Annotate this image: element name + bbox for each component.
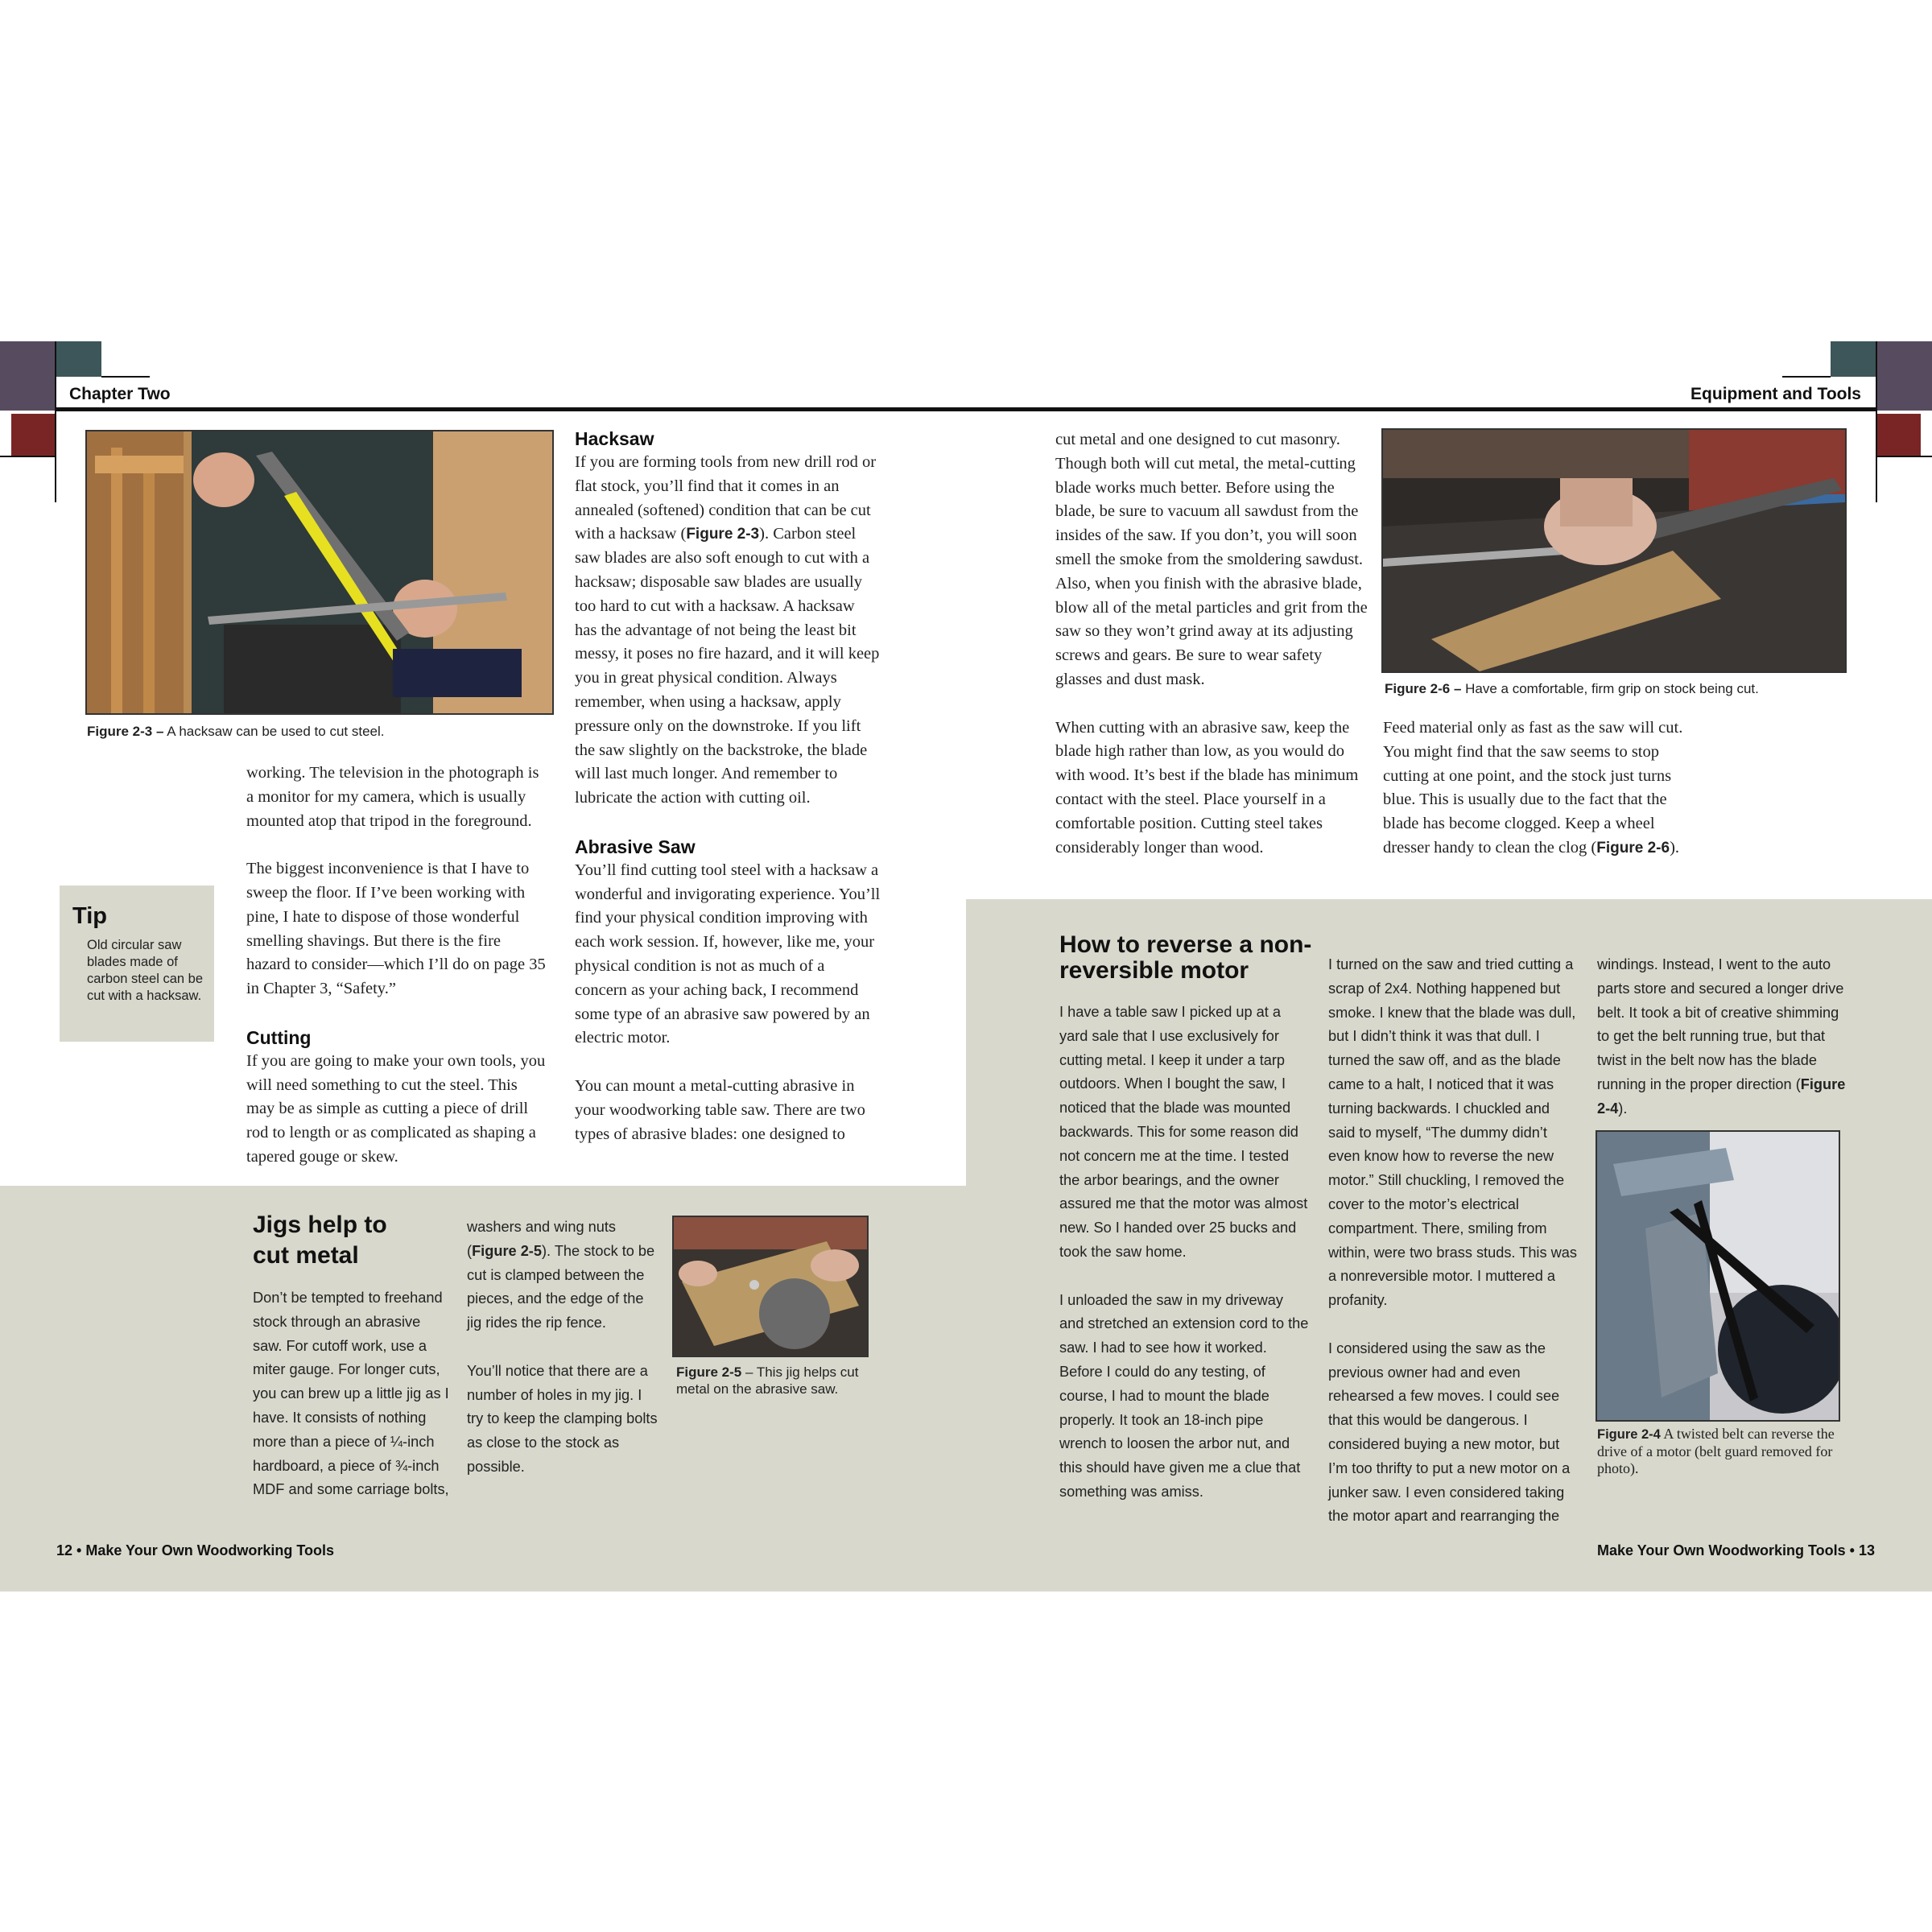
paragraph: I have a table saw I picked up at a yard sale that I use exclusively for cutting metal. I keep it under a tarp outdoors. When I bought the saw, I noticed that the blade was mounted backwards. This for some reason did not concern me at the time. I tested the arbor bearings, and the owner assured me that the motor was almost new. So I handed over 25 bucks and took the saw home.: [1059, 1004, 1308, 1260]
paragraph: I unloaded the saw in my driveway and stretched an extension cord to the saw. I had to see how it worked. Before I could do any testing, of course, I had to mount the blade properly. It took an 18-inch pipe wrench to loosen the arbor nut, and this should have given me a clue that something was amiss.: [1059, 1291, 1309, 1500]
figure-2-4-text: A twisted belt can reverse the drive of a motor (belt guard removed for photo).: [1597, 1426, 1835, 1476]
text-run: If you are forming tools from new drill rod or flat stock, you’ll find that it comes in an annealed (softened) condition that can be cut with a hacksaw (: [575, 453, 877, 543]
figure-ref[interactable]: Figure 2-6: [1596, 839, 1670, 857]
figure-2-3-label: Figure 2-3 –: [87, 724, 164, 739]
header-block-teal-right: [1831, 341, 1877, 377]
figure-ref[interactable]: Figure 2-5: [472, 1242, 542, 1259]
jigs-heading: Jigs help to cut metal: [253, 1212, 387, 1269]
abrasive-saw-heading: Abrasive Saw: [575, 836, 696, 857]
jigs-column-1: [253, 1286, 451, 1502]
footer-right: Make Your Own Woodworking Tools • 13: [1596, 1542, 1875, 1558]
text-run: ). Carbon steel saw blades are also soft enough to cut with a hacksaw; disposable saw blades are usually too hard to cut with a hacksaw. A hacksaw has the advantage of not being the least bit messy, it poses no fire hazard, and it will keep you in great physical condition. Always remember, when using a hacksaw, apply pressure only on the downstroke. If you lift the saw slightly on the backstroke, the blade will last much longer. And remember to lubricate the action with cutting oil.: [575, 525, 880, 807]
header-hline-right: [1877, 456, 1932, 457]
figure-ref[interactable]: Figure 2-4: [1597, 1075, 1846, 1117]
header-block-purple-right: [1877, 341, 1932, 411]
text-run: ).: [1618, 1100, 1628, 1117]
header-block-purple-left: [0, 341, 55, 411]
motor-column-1: [1059, 1001, 1311, 1505]
figure-2-3-caption: [87, 723, 570, 740]
figure-2-3-text: A hacksaw can be used to cut steel.: [163, 724, 385, 739]
figure-2-6-label: Figure 2-6 –: [1385, 681, 1462, 696]
paragraph: I turned on the saw and tried cutting a scrap of 2x4. Nothing happened but smoke. I knew that the blade was dull, but I didn’t think it was that dull. I turned the saw off, and as the blade came to a halt, I noticed that it was turning backwards. I chuckled and said to myself, “The dummy didn’t even know how to reverse the new motor.” Still chuckling, I removed the cover to the motor’s electrical compartment. There, smiling from within, were two brass studs. This was a nonreversible motor. I muttered a profanity.: [1328, 956, 1577, 1309]
right-column-b: [1383, 716, 1697, 861]
text-run: windings. Instead, I went to the auto parts store and secured a longer drive belt. It took a bit of creative shimming to get the belt running true, but that twist in the belt now has the blade running in the proper direction (: [1597, 956, 1844, 1092]
paragraph: The biggest inconvenience is that I have to sweep the floor. If I’ve been working with pine, I hate to dispose of those wonderful smelling shavings. But there is the fire hazard to consider—which I’ll do on page 35 in Chapter 3, “Safety.”: [246, 860, 546, 998]
jigs-column-2: [467, 1216, 660, 1480]
cutting-heading: Cutting: [246, 1026, 312, 1048]
paragraph: [1597, 953, 1847, 1121]
figure-2-6-caption: [1385, 680, 1852, 697]
figure-ref[interactable]: Figure 2-3: [686, 526, 760, 543]
figure-2-4-label: Figure 2-4: [1597, 1427, 1661, 1442]
motor-column-3: [1597, 953, 1847, 1121]
header-hline-left: [0, 456, 55, 457]
right-column-a: [1055, 428, 1368, 860]
motor-column-2: [1328, 953, 1579, 1529]
text-run: Feed material only as fast as the saw will cut. You might find that the saw seems to stop cutting at one point, and the stock just turns blue. This is usually due to the fact that the blade has become clogged. Keep a wheel dresser handy to clean the clog (: [1383, 719, 1683, 857]
paragraph: Don’t be tempted to freehand stock through an abrasive saw. For cutoff work, use a miter gauge. For longer cuts, you can brew up a little jig as I have. It consists of nothing more than a piece of ¼-inch hardboard, a piece of ¾-inch MDF and some carriage bolts,: [253, 1290, 449, 1498]
header-vline-left: [55, 341, 56, 502]
paragraph: [467, 1216, 660, 1335]
figure-2-5-label: Figure 2-5: [676, 1364, 742, 1380]
paragraph: You can mount a metal-cutting abrasive in your woodworking table saw. There are two types of abrasive blades: one designed to: [575, 1076, 865, 1143]
footer-left: 12 • Make Your Own Woodworking Tools: [56, 1542, 335, 1558]
chapter-title: Chapter Two: [69, 385, 171, 403]
motor-heading: How to reverse a non-reversible motor: [1059, 931, 1312, 984]
text-run: ). The stock to be cut is clamped between the pieces, and the edge of the jig rides the rip fence.: [467, 1242, 655, 1331]
header-block-red-right: [1877, 414, 1921, 457]
header-block-teal-left: [55, 341, 101, 377]
figure-2-6-text: Have a comfortable, firm grip on stock being cut.: [1461, 681, 1759, 696]
hacksaw-heading: Hacksaw: [575, 428, 654, 449]
header-shortline-left: [101, 376, 150, 378]
header-vline-right: [1876, 341, 1877, 502]
header-shortline-right: [1782, 376, 1831, 378]
paragraph: [1383, 716, 1697, 861]
paragraph: cut metal and one designed to cut masonry. Though both will cut metal, the metal-cutting blade works much better. Before using the blade, be sure to vacuum all sawdust from the insides of the saw. If you don’t, you will soon smell the smoke from the smoldering sawdust. Also, when you finish with the abrasive blade, blow all of the metal particles and grit from the saw so they won’t grind away at its adjusting screws and gears. Be sure to wear safety glasses and dust mask.: [1055, 431, 1368, 688]
paragraph: I considered using the saw as the previous owner had and even rehearsed a few moves. I could see that this would be dangerous. I considered buying a new motor, but I’m too thrifty to put a new motor on a junker saw. I even considered taking the motor apart and rearranging the: [1328, 1340, 1571, 1525]
figure-2-6-photo: [1381, 428, 1847, 673]
paragraph: [575, 451, 881, 811]
section-title: Equipment and Tools: [1690, 385, 1861, 403]
text-run: washers and wing nuts (: [467, 1219, 617, 1259]
figure-2-3-photo: [85, 430, 554, 715]
figure-2-5-caption: [676, 1364, 869, 1397]
figure-2-4-photo: [1596, 1130, 1840, 1422]
paragraph: When cutting with an abrasive saw, keep the blade high rather than low, as you would do with wood. It’s best if the blade has minimum contact with the steel. Place yourself in a comfortable position. Cutting steel takes considerably longer than wood.: [1055, 718, 1359, 857]
paragraph: You’ll notice that there are a number of holes in my jig. I try to keep the clamping bolts as close to the stock as possible.: [467, 1362, 658, 1475]
paragraph: If you are going to make your own tools, you will need something to cut the steel. This may be as simple as cutting a piece of drill rod to length or as complicated as shaping a tapered gouge or skew.: [246, 1051, 546, 1166]
header-block-red-left: [11, 414, 55, 457]
tip-box: [60, 886, 214, 1042]
middle-column: [575, 427, 881, 1146]
figure-2-5-text: – This jig helps cut metal on the abrasive saw.: [676, 1364, 859, 1397]
figure-2-5-photo: [672, 1216, 869, 1357]
left-column: [246, 762, 546, 1170]
tip-text: Old circular saw blades made of carbon steel can be cut with a hacksaw.: [87, 938, 204, 1003]
text-run: ).: [1670, 838, 1680, 857]
paragraph: You’ll find cutting tool steel with a hacksaw a wonderful and invigorating experience. You’ll find your physical condition improving with each work session. If, however, like me, your physical condition is not as much of a concern as your aching back, I recommend some type of an abrasive saw powered by an electric motor.: [575, 861, 881, 1047]
figure-2-4-caption: [1597, 1426, 1840, 1477]
tip-title: Tip: [72, 903, 107, 929]
paragraph: working. The television in the photograph is a monitor for my camera, which is usually mounted atop that tripod in the foreground.: [246, 764, 539, 830]
header-rule: [55, 407, 1877, 411]
